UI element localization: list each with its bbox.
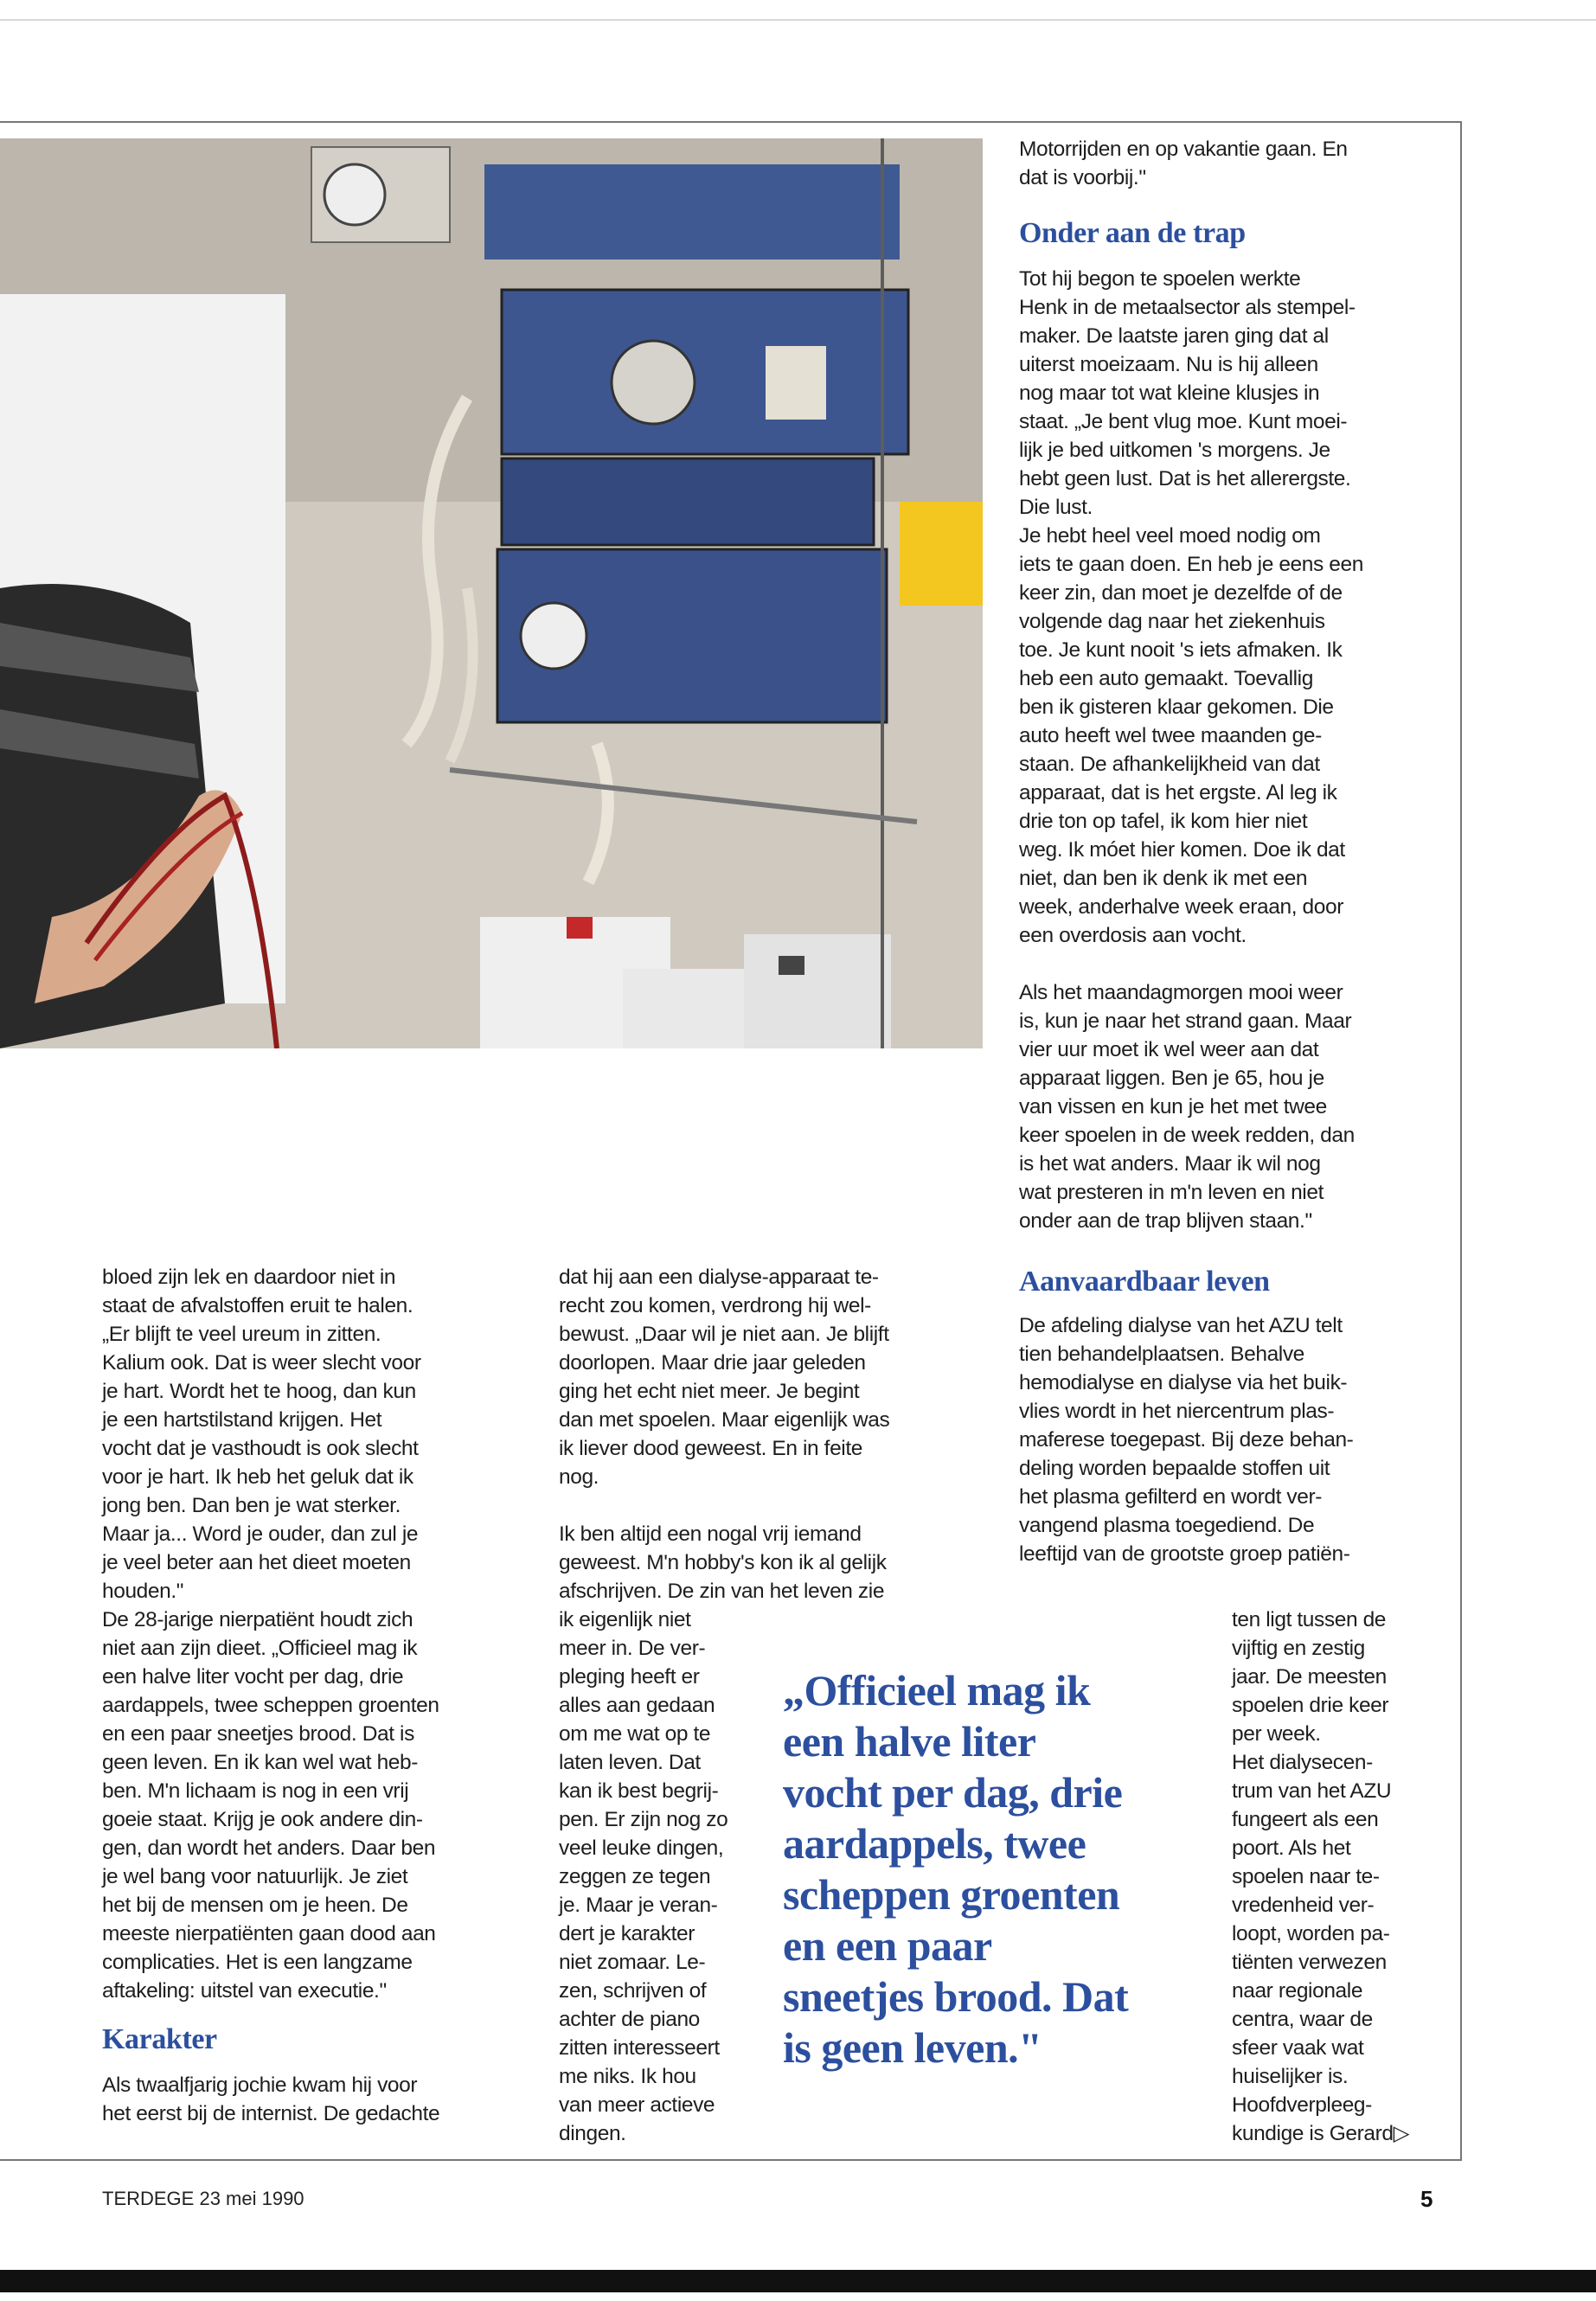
- yellow-container: [900, 502, 983, 606]
- right-paragraph-2: Als het maandagmorgen mooi weer is, kun je naar het strand gaan. Maar vier uur moet ik wel weer aan dat apparaat liggen. Ben je 65, hou je van vissen en kun je het met twee keer spoelen in de week redden, dan is het wat anders. Maar ik wil nog wat presteren in m'n leven en niet onder aan de trap blijven staan.": [1019, 981, 1355, 1233]
- photo-illustration: [0, 138, 983, 1048]
- left-paragraph-1: bloed zijn lek en daardoor niet in staat de afvalstoffen eruit te halen. „Er blijft te veel ureum in zitten. Kalium ook. Dat is weer slecht voor je hart. Wordt het te hoog, dan kun je een hartstilstand krijgen. Het vocht dat je vasthoudt is ook slecht voor je hart. Ik heb het geluk dat ik jong ben. Dan ben je wat sterker. Maar ja... Word je ouder, dan zul je je veel beter aan het dieet moeten houden." De 28-jarige nierpatiënt houdt zich niet aan zijn dieet. „Officieel mag ik een halve liter vocht per dag, drie aardappels, twee scheppen groenten en een paar sneetjes brood. Dat is geen leven. En ik kan wel wat heb- ben. M'n lichaam is nog in een vrij goeie staat. Krijg je ook andere din- gen, dan wordt het anders. Daar ben je wel bang voor natuurlijk. Je ziet het bij de mensen om je heen. De meeste nierpatiënten gaan dood aan complicaties. Het is een langzame aftakeling: uitstel van executie.": [102, 1266, 439, 2003]
- page-number: 5: [1420, 2186, 1433, 2212]
- top-rule: [0, 19, 1596, 21]
- middle-paragraph-2: Ik ben altijd een nogal vrij iemand geweest. M'n hobby's kon ik al gelijk afschrijven. De zin van het leven zie: [559, 1522, 887, 1603]
- pull-quote: [783, 1665, 1215, 2073]
- footer-publication: TERDEGE 23 mei 1990: [102, 2188, 304, 2209]
- heading-onder-aan-de-trap: Onder aan de trap: [1019, 217, 1246, 249]
- machine-top: [484, 164, 900, 260]
- right-column-wrap: [1232, 1606, 1439, 2148]
- left-column: [102, 1263, 517, 2128]
- middle-paragraph-3: ik eigenlijk niet meer in. De ver- pleging heeft er alles aan gedaan om me wat op te laten leven. Dat kan ik best begrij- pen. Er zijn nog zo veel leuke dingen, zeggen ze tegen je. Maar je veran- dert je karakter niet zomaar. Le- zen, schrijven of achter de piano zitten interesseert me niks. Ik hou van meer actieve dingen.: [559, 1608, 728, 2145]
- pull-quote-text: „Officieel mag ik een halve liter vocht per dag, drie aardappels, twee scheppen groenten en een paar sneetjes brood. Dat is geen leven.": [783, 1666, 1129, 2072]
- bottom-bar: [0, 2270, 1596, 2292]
- right-paragraph-1: Tot hij begon te spoelen werkte Henk in de metaalsector als stempel- maker. De laatste jaren ging dat al uiterst moeizaam. Nu is hij alleen nog maar tot wat kleine klusjes in staat. „Je bent vlug moe. Kunt moei- lijk je bed uitkomen 's morgens. Je hebt geen lust. Dat is het allerergste. Die lust. Je hebt heel veel moed nodig om iets te gaan doen. En heb je eens een keer zin, dan moet je dezelfde of de volgende dag naar het ziekenhuis toe. Je kunt nooit 's iets afmaken. Ik heb een auto gemaakt. Toevallig ben ik gisteren klaar gekomen. Die auto heeft wel twee maanden ge- staan. De afhankelijkheid van dat apparaat, dat is het ergste. Al leg ik drie ton op tafel, ik kom hier niet weg. Ik móet hier komen. Doe ik dat niet, dan ben ik denk ik met een week, anderhalve week eraan, door een overdosis aan vocht.: [1019, 267, 1363, 947]
- right-intro-text: Motorrijden en op vakantie gaan. En dat is voorbij.": [1019, 138, 1348, 189]
- left-paragraph-2: Als twaalfjarig jochie kwam hij voor het eerst bij de internist. De gedachte: [102, 2073, 440, 2125]
- heading-karakter: Karakter: [102, 2023, 217, 2055]
- dialysis-machine-photo: [0, 138, 983, 1048]
- middle-paragraph-1: dat hij aan een dialyse-apparaat te- recht zou komen, verdrong hij wel- bewust. „Daar wil je niet aan. Je blijft doorlopen. Maar drie jaar geleden ging het echt niet meer. Je begint dan met spoelen. Maar eigenlijk was ik liever dood geweest. En in feite nog.: [559, 1266, 890, 1489]
- right-column-top: [1019, 135, 1434, 1568]
- heading-aanvaardbaar-leven: Aanvaardbaar leven: [1019, 1266, 1270, 1298]
- right-paragraph-4: ten ligt tussen de vijftig en zestig jaar. De meesten spoelen drie keer per week. Het dialysecen- trum van het AZU fungeert als een poort. Als het spoelen naar te- vredenheid ver- loopt, worden pa- tiënten verwezen naar regionale centra, waar de sfeer vaak wat huiselijker is. Hoofdverpleeg- kundige is Gerard▷: [1232, 1608, 1410, 2145]
- canister-3: [744, 934, 891, 1048]
- right-paragraph-3: De afdeling dialyse van het AZU telt tien behandelplaatsen. Behalve hemodialyse en dialyse via het buik- vlies wordt in het niercentrum plas- maferese toegepast. Bij deze behan- deling worden bepaalde stoffen uit het plasma gefilterd en wordt ver- vangend plasma toegediend. De leeftijd van de grootste groep patiën-: [1019, 1314, 1354, 1566]
